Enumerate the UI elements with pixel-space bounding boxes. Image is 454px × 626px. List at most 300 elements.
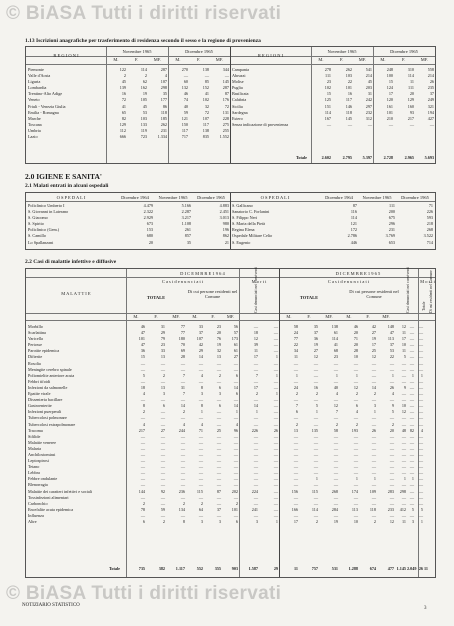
total-value: 674 [369,566,376,571]
cell-value: — [313,470,318,476]
cell-value: — [273,378,278,384]
cell-value: — [401,458,406,464]
cell-value: — [293,451,298,457]
cell-value: — [198,464,203,470]
cell-value: — [418,330,423,336]
cell-value: — [333,415,338,421]
di-cui-header-64: Di cui persone residenti nel Comune [187,289,238,299]
row-label: S. Spirito [28,221,44,227]
total-value: 531 [331,566,338,571]
cell-value: 122 [119,67,126,72]
cell-value: 232 [365,109,372,115]
cell-value: — [333,445,338,451]
cell-value: 162 [140,85,147,91]
cell-value: — [401,415,406,421]
cell-value: 226 [251,427,258,433]
cell-value: — [371,500,376,506]
cell-value: 2.786 [347,233,357,239]
cell-value: 33 [160,348,165,354]
cell-value: — [198,445,203,451]
cell-value: 255 [222,127,229,133]
cell-value: — [418,439,423,445]
cell-value: — [253,482,258,488]
cell-value: — [313,397,318,403]
cell-value: — [160,500,165,506]
cell-value: 1 [420,372,423,378]
cell-value: 20 [353,330,358,336]
cell-value: — [273,464,278,470]
cell-value: — [418,391,423,397]
cell-value: 1 [373,409,376,415]
cell-value: — [198,451,203,457]
row-label: Tetano [28,464,40,470]
cell-value: 3.769 [385,233,395,239]
cell-value: 103 [345,73,352,79]
cell-value: — [313,372,318,378]
cell-value: 15 [388,79,393,85]
total-value: 11 [424,566,428,571]
cell-value: — [253,445,258,451]
cell-value: 26 [429,79,434,85]
cell-value: 45 [367,79,372,85]
cell-value: — [233,512,238,518]
cell-value: 5 [391,409,394,415]
sub-header: MF. [215,57,224,62]
cell-value: 20 [148,239,153,245]
cell-value: — [409,391,414,397]
row-label: Scarlattina [28,330,46,336]
total-value: 2.728 [383,155,393,160]
cell-value: — [293,500,298,506]
cell-value: 41 [121,103,126,109]
cell-value: — [353,482,358,488]
cell-value: 16 [121,91,126,97]
total-value: 1.587 [248,566,258,571]
row-label: Liguria [28,79,41,85]
cell-value: — [273,470,278,476]
cell-value: 5 [403,354,406,360]
total-value: 552 [196,566,203,571]
cell-value: 680 [146,233,153,239]
cell-value: 1 [275,391,278,397]
cell-value: — [253,494,258,500]
cell-value: 13 [160,384,165,390]
row-label: Parotite epidemica [28,348,60,354]
cell-value: — [333,433,338,439]
cell-value: 235 [427,85,434,91]
cell-value: 675 [388,215,395,221]
cell-value: — [204,73,209,79]
cell-value: 138 [331,324,338,329]
cell-value: 101 [345,85,352,91]
cell-value: — [180,433,185,439]
cell-value: 7 [182,372,185,378]
cell-value: — [409,348,414,354]
row-label: Morbillo [28,324,43,329]
cell-value: 29 [198,348,203,354]
cell-value: — [253,512,258,518]
cell-value: — [313,494,318,500]
cell-value: — [180,494,185,500]
cell-value: — [273,500,278,506]
cell-value: — [140,512,145,518]
col-header-nov-right: Novembre 1965 [327,49,357,54]
cell-value: 22 [347,79,352,85]
section2-heading: 2.0 IGIENE E SANITA' [25,172,102,181]
cell-value: — [371,451,376,457]
cell-value: 134 [178,506,185,512]
cell-value: — [313,421,318,427]
cell-value: 12 [389,519,394,524]
cell-value: — [198,439,203,445]
cell-value: — [409,360,414,366]
cell-value: 2.287 [181,209,191,215]
cell-value: 1 [235,409,238,415]
cell-value: — [216,464,221,470]
cell-value: — [198,415,203,421]
cell-value: — [389,464,394,470]
cell-value: 23 [333,354,338,360]
cell-value: 27 [233,354,238,360]
cell-value: — [273,348,278,354]
cell-value: 64 [198,506,203,512]
sub-header: MF. [226,314,235,319]
watermark-bottom: © BiASA Tutti i diritti riservati [6,583,282,604]
cell-value: 40 [183,103,188,109]
cell-value: 113 [351,506,358,512]
total-value: 5.397 [362,155,372,160]
cell-value: 78 [140,506,145,512]
row-label: Sanatorio C. Forlanini [232,209,270,215]
cell-value: 33 [198,324,203,329]
row-label: Policlinico (Gem.) [28,227,60,233]
cell-value: 2 [373,519,376,524]
cell-value: — [140,476,145,482]
cell-value: — [418,403,423,409]
cell-value: 145 [345,115,352,121]
cell-value: — [418,433,423,439]
cell-value: 231 [160,127,167,133]
row-label: Varicella [28,336,43,342]
cell-value: — [389,439,394,445]
cell-value: 11 [401,519,406,524]
cell-value: 2 [391,421,394,427]
cell-value: — [313,366,318,372]
cell-value: — [371,470,376,476]
cell-value: 4 [235,421,238,427]
cell-value: — [216,494,221,500]
cell-value: 4.883 [219,203,229,208]
cell-value: 3 [373,403,376,409]
cell-value: 56 [233,324,238,329]
cell-value: — [180,397,185,403]
cell-value: 46 [140,324,145,329]
cell-value: — [273,506,278,512]
cell-value: 2.929 [143,215,153,221]
row-label: Altre [28,519,37,524]
cell-value: 412 [399,506,406,512]
cell-value: — [160,445,165,451]
row-label: Trentino-Alto Adige [28,91,63,97]
cell-value: — [253,464,258,470]
cell-value: — [409,366,414,372]
cell-value: — [180,458,185,464]
cell-value: — [389,397,394,403]
cell-value: 4 [391,391,394,397]
cell-value: 200 [388,209,395,215]
cell-value: 13 [216,354,221,360]
cell-value: — [418,458,423,464]
cell-value: — [140,451,145,457]
cell-value: 121 [181,115,188,121]
cell-value: 23 [326,79,331,85]
infectious-rows [28,324,424,525]
cell-value: 166 [291,506,298,512]
cell-value: — [160,464,165,470]
cell-value: 193 [351,427,358,433]
cell-value: — [216,433,221,439]
total-value: 1.288 [348,566,358,571]
cell-value: 26 [371,427,376,433]
cell-value: 42 [198,342,203,348]
cell-value: — [140,464,145,470]
cell-value: 174 [351,488,358,494]
cell-value: 21 [224,239,229,245]
cell-value: 87 [224,91,229,97]
cell-value: 85 [204,79,209,85]
cell-value: — [409,421,414,427]
cell-value: 2.322 [143,209,153,215]
cell-value: 40 [333,384,338,390]
col-header-dec-right: Dicembre 1965 [390,49,418,54]
cell-value: 68 [333,348,338,354]
cell-value: — [409,488,414,494]
col-header-ospedali-right: O S P E D A L I [260,195,290,200]
total-value: 1.145 [396,566,406,571]
cell-value: 114 [350,215,357,221]
cell-value: 26 [273,427,278,433]
cell-value: — [273,421,278,427]
cell-value: — [409,458,414,464]
cell-value: 7 [255,372,258,378]
cell-value: — [401,464,406,470]
cell-value: 6 [218,403,221,409]
cell-value: 173 [231,336,238,342]
cell-value: — [140,445,145,451]
cell-value: 268 [426,227,433,233]
row-label: Calabria [232,97,247,103]
cell-value: — [233,415,238,421]
cell-value: — [180,512,185,518]
cell-value: — [333,494,338,500]
cell-value: 77 [180,324,185,329]
cell-value: — [180,415,185,421]
cell-value: 4 [420,427,423,433]
cell-value: — [140,482,145,488]
cell-value: — [198,397,203,403]
cell-value: 2 [218,372,221,378]
cell-value: 42 [371,324,376,329]
cell-value: — [389,366,394,372]
cell-value: 4 [182,421,185,427]
cell-value: 1 [420,519,423,524]
di-cui-rot: Di cui residenti nel Comune [429,270,433,313]
cell-value: 138 [202,127,209,133]
cell-value: 284 [331,506,338,512]
cell-value: 862 [222,233,229,239]
cell-value: 6 [142,519,145,524]
cell-value: 25 [216,427,221,433]
cell-value: 2 [144,73,147,79]
cell-value: — [353,397,358,403]
cell-value: — [409,403,414,409]
cell-value: — [160,433,165,439]
cell-value: 3.522 [423,233,433,239]
cell-value: — [313,415,318,421]
cell-value: — [389,433,394,439]
cell-value: 47 [389,330,394,336]
cell-value: 37 [198,330,203,336]
row-label: Malattie veneree [28,439,57,445]
section1-heading: 1.13 Iscrizioni anagrafiche per trasferimento di residenza secondo il sesso e la regione di provenienza [25,38,261,44]
footer-title: NOTIZIARIO STATISTICO [22,603,80,608]
cell-value: 2 [162,519,165,524]
cell-value: — [418,360,423,366]
cell-value: 2 [355,391,358,397]
cell-value: 72 [121,97,126,103]
cell-value: — [409,512,414,518]
cell-value: 1 [373,476,376,482]
cell-value: 241 [251,506,258,512]
cell-value: — [409,384,414,390]
cell-value: — [233,445,238,451]
total-value: 382 [158,566,165,571]
cell-value: 8 [200,384,203,390]
cell-value: — [389,512,394,518]
sub-header: M. [380,57,386,62]
cell-value: 2 [373,391,376,397]
cell-value: 176 [222,97,229,103]
cell-value: 31 [367,91,372,97]
cell-value: 114 [311,506,318,512]
cell-value: — [216,378,221,384]
cell-value: 17 [253,384,258,390]
cell-value: 46 [353,324,358,329]
hospital-subheading: 2.1 Malati entrati in alcuni ospedali [25,183,109,189]
cell-value: 12 [333,403,338,409]
cell-value: — [401,397,406,403]
cell-value: 5 [420,506,423,512]
cell-value: 228 [222,115,229,121]
cell-value: — [313,378,318,384]
cell-value: — [273,384,278,390]
cell-value: 14 [198,354,203,360]
cell-value: — [333,378,338,384]
cell-value: 298 [160,85,167,91]
cell-value: — [409,482,414,488]
cell-value: — [418,451,423,457]
cell-value: — [409,464,414,470]
cell-value: — [140,378,145,384]
row-label: Infezioni puerperali [28,409,62,415]
cell-value: — [293,458,298,464]
cell-value: — [371,445,376,451]
cell-value: — [333,397,338,403]
cell-value: — [371,372,376,378]
sub-header: M. [175,57,181,62]
row-label: Sifilide [28,433,41,439]
cell-value: — [418,421,423,427]
cell-value: — [233,470,238,476]
cell-value: 19 [216,342,221,348]
cell-value: 35 [162,91,167,97]
cell-value: 72 [224,103,229,109]
cell-value: 114 [407,73,414,79]
cell-value: — [160,397,165,403]
cell-value: — [293,470,298,476]
cell-value: 203 [365,85,372,91]
cell-value: 31 [160,324,165,329]
cell-value: 146 [345,103,352,109]
cell-value: 111 [389,203,395,208]
table-row [28,519,424,525]
total-label: Totale [108,566,120,571]
cell-value: 210 [386,115,393,121]
migration-right-rows [232,67,435,128]
cell-value: 144 [138,488,145,494]
cell-value: — [333,464,338,470]
cell-value: — [253,324,258,329]
denunciati-conv-rot-64: Casi denunciati nei conviventi [254,266,258,313]
cell-value: — [160,378,165,384]
cell-value: — [233,464,238,470]
col-header-region-left: R E G I O N I [53,53,79,58]
cell-value: — [180,451,185,457]
cell-value: — [216,439,221,445]
cell-value: 167 [324,115,331,121]
cell-value: 1 [255,409,258,415]
cell-value: — [371,366,376,372]
cell-value: — [183,73,188,79]
cell-value: — [273,330,278,336]
sub-header: MF. [420,57,429,62]
cell-value: 344 [222,67,229,72]
cell-value: 12 [253,336,258,342]
row-label: Lo Spallanzani [28,239,54,245]
cell-value: — [401,512,406,518]
cell-value: — [401,378,406,384]
cell-value: 2 [235,500,238,506]
cell-value: 714 [426,239,433,245]
sub-header: F. [307,314,311,319]
hospital-left-rows [28,203,230,246]
cell-value: 17 [401,336,406,342]
cell-value: — [140,470,145,476]
casi-header-65: C a s i d e n u n c i a t i [327,279,370,284]
cell-value: — [273,336,278,342]
row-label: Veneto [28,97,40,103]
cell-value: — [253,451,258,457]
cell-value: 23 [216,324,221,329]
cell-value: 1 [335,372,338,378]
cell-value: 61 [333,330,338,336]
cell-value: 57 [233,330,238,336]
cell-value: 2 [142,409,145,415]
cell-value: 87 [216,488,221,494]
cell-value: — [253,470,258,476]
cell-value: — [353,366,358,372]
cell-value: — [353,415,358,421]
